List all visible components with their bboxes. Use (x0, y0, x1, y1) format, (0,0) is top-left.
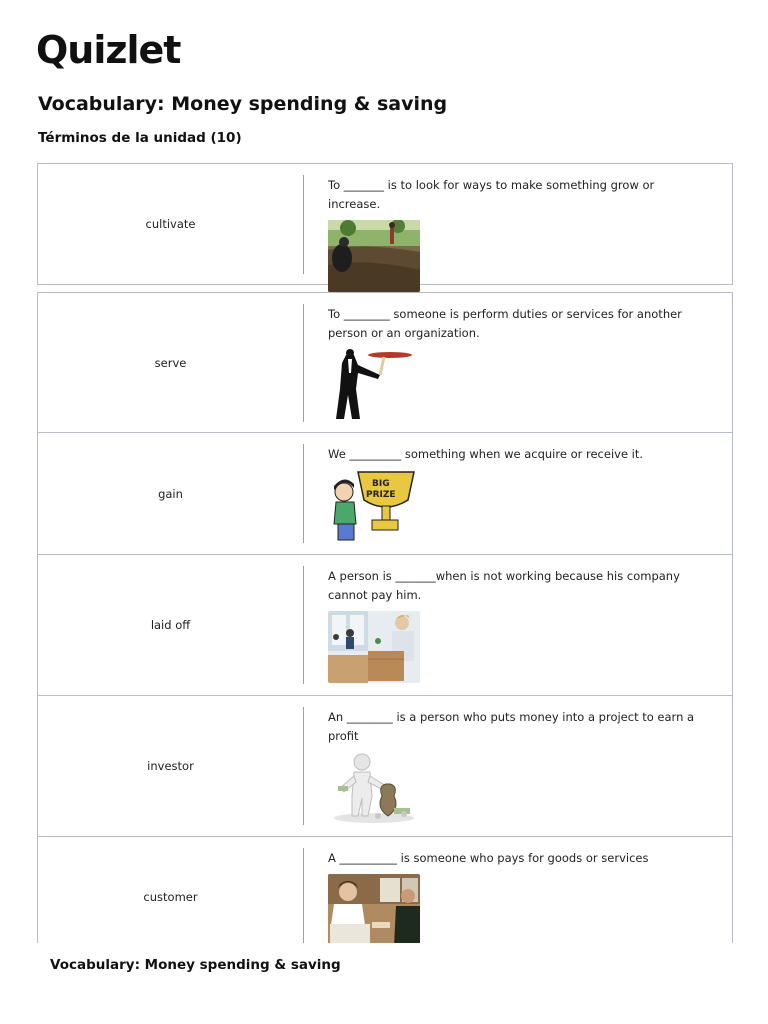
shop-counter-photo-icon (328, 874, 420, 943)
svg-text:BIG: BIG (372, 479, 390, 489)
term-card (37, 292, 733, 433)
term-label: serve (154, 355, 187, 370)
svg-text:PRIZE: PRIZE (366, 490, 396, 500)
terms-heading: Términos de la unidad (10) (38, 130, 242, 146)
card-divider (303, 444, 304, 543)
definition-block (328, 445, 708, 542)
office-boxes-photo-icon (328, 611, 420, 683)
footer-title: Vocabulary: Money spending & saving (50, 957, 341, 973)
definition-text: A person is _______when is not working because his company cannot pay him. (328, 569, 680, 602)
card-divider (303, 566, 304, 684)
card-divider (303, 707, 304, 825)
term-card (37, 432, 733, 555)
card-divider (303, 304, 304, 422)
figure-money-bag-icon (328, 752, 420, 824)
definition-block (328, 708, 708, 824)
card-divider (303, 175, 304, 274)
big-prize-trophy-icon (328, 470, 420, 542)
term-label: customer (143, 890, 198, 904)
definition-block (328, 849, 708, 943)
definition-text: We _________ something when we acquire or receive it. (328, 447, 644, 461)
term-label: gain (158, 486, 183, 501)
term-label: laid off (150, 618, 191, 632)
term-card (37, 163, 733, 285)
definition-text: To _______ is to look for ways to make something grow or increase. (328, 178, 655, 211)
term-card-list (37, 163, 733, 943)
term-card (37, 836, 733, 943)
definition-block (328, 305, 708, 421)
term-label: investor (147, 759, 194, 773)
definition-block (328, 567, 708, 683)
definition-text: An ________ is a person who puts money into a project to earn a profit (328, 710, 695, 743)
quizlet-logo: Quizlet (36, 28, 181, 72)
definition-block (328, 176, 708, 292)
farm-soil-photo-icon (328, 220, 420, 292)
waiter-tray-icon (328, 349, 420, 421)
page-title: Vocabulary: Money spending & saving (38, 93, 448, 115)
term-card (37, 554, 733, 696)
definition-text: To ________ someone is perform duties or services for another person or an organization. (328, 307, 682, 340)
definition-text: A __________ is someone who pays for goods or services (328, 851, 649, 865)
term-card (37, 695, 733, 837)
card-divider (303, 848, 304, 943)
term-label: cultivate (145, 217, 196, 231)
